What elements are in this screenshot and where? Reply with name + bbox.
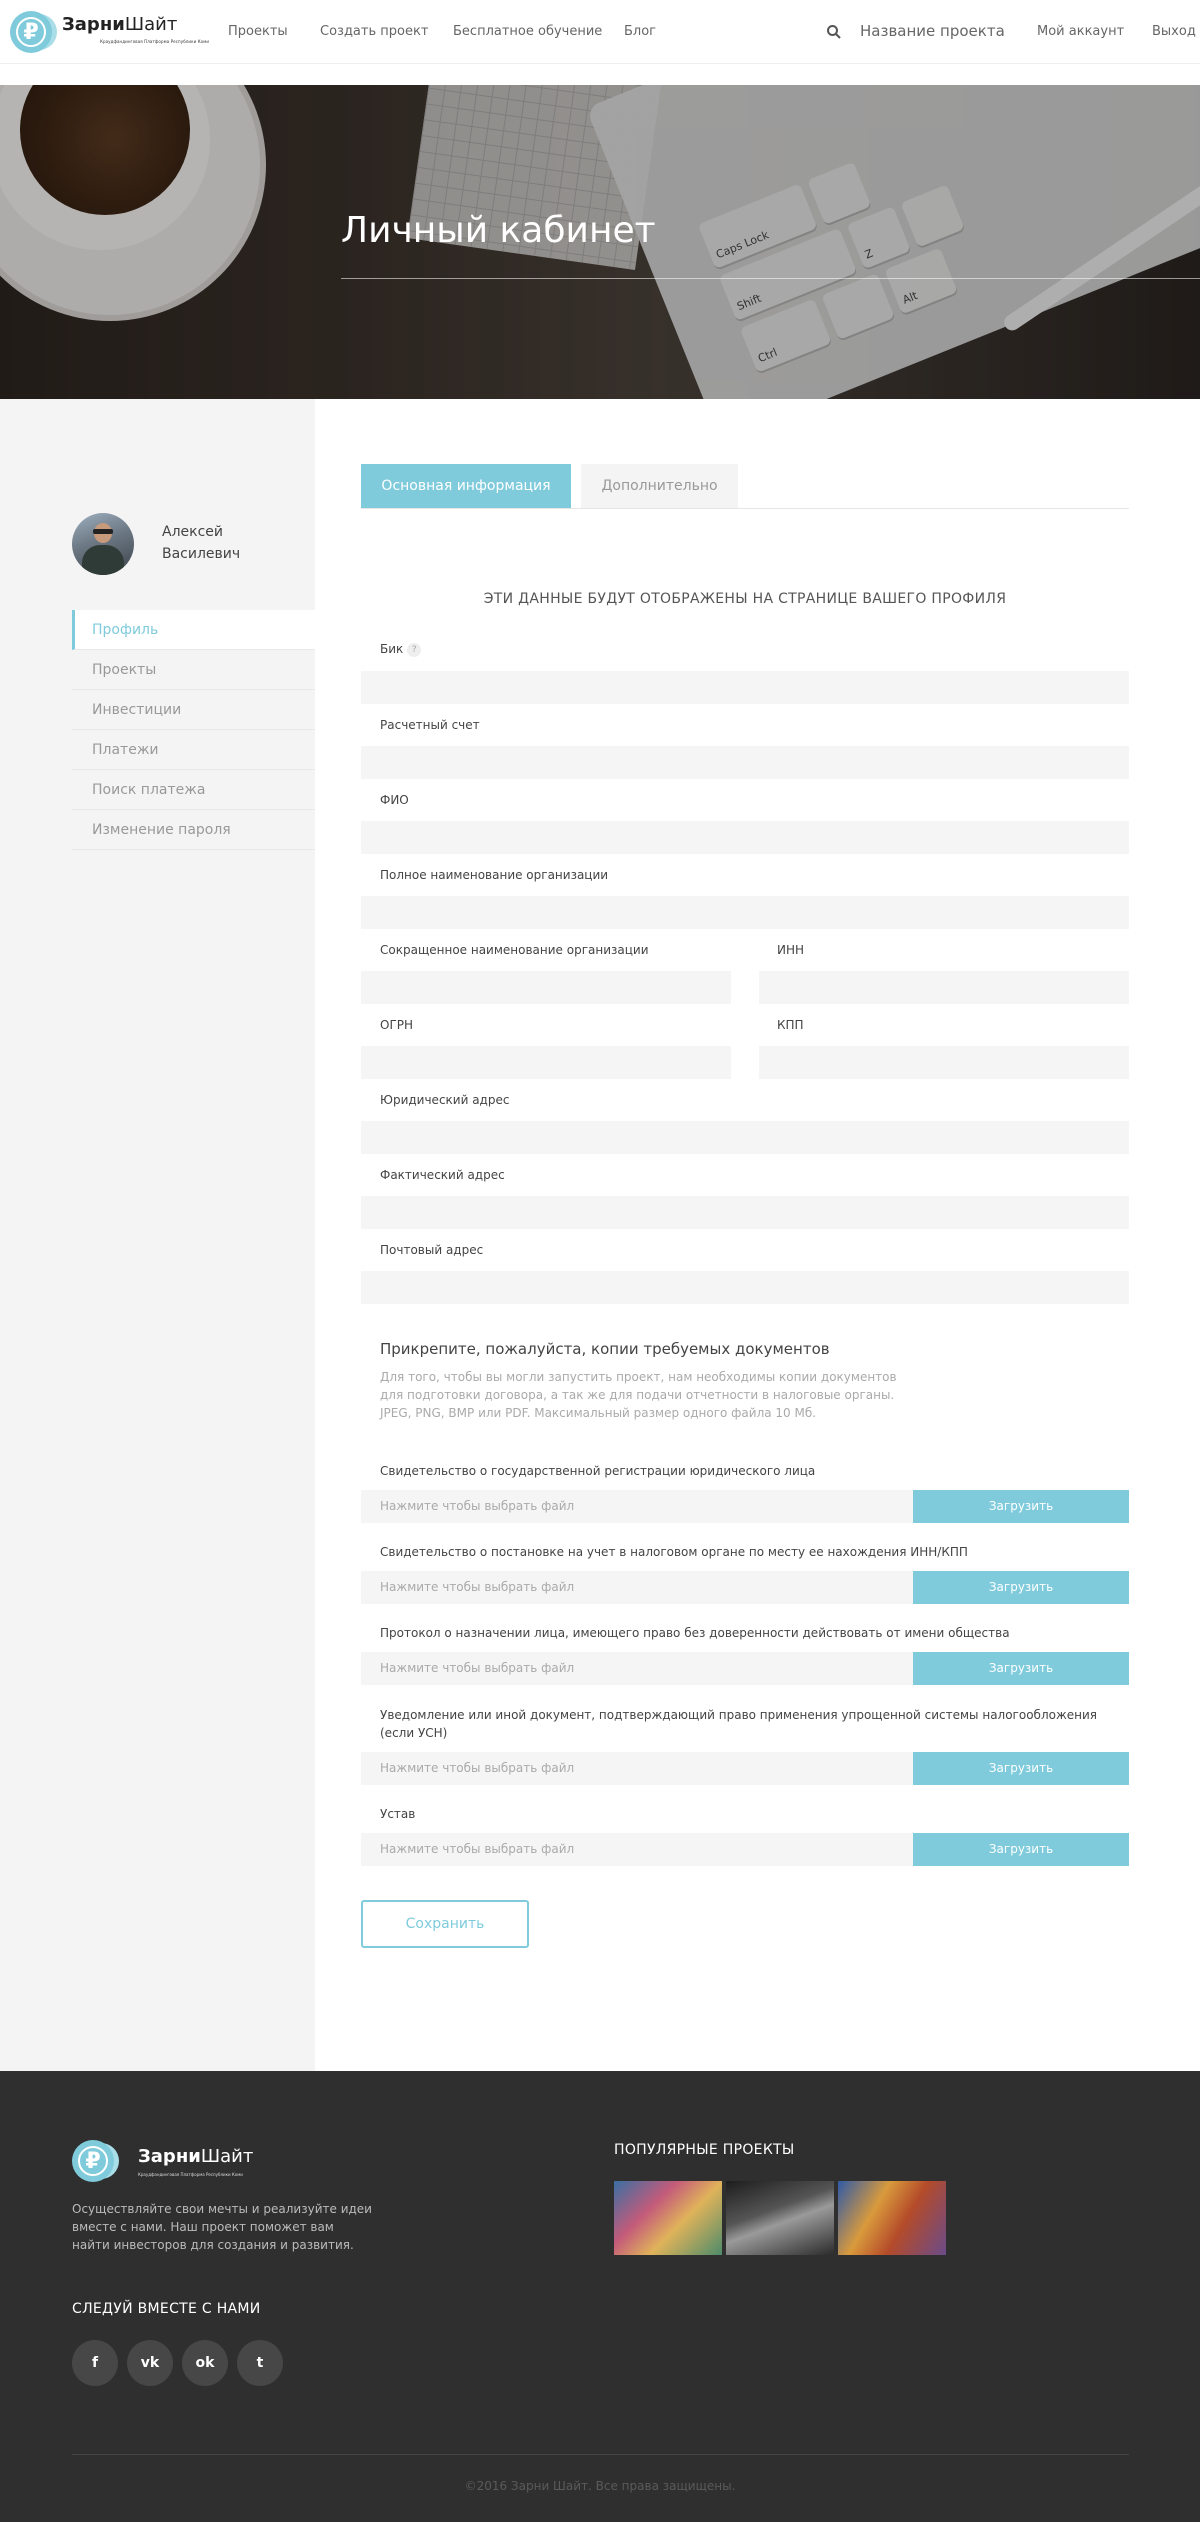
- page-title: Личный кабинет: [341, 210, 656, 251]
- sidebar-item-payment-search[interactable]: Поиск платежа: [72, 770, 315, 810]
- tab-main-info[interactable]: Основная информация: [361, 464, 571, 508]
- search-input[interactable]: Название проекта: [860, 22, 1005, 40]
- file-input[interactable]: Нажмите чтобы выбрать файл: [361, 1571, 913, 1604]
- sidebar-item-profile[interactable]: Профиль: [72, 610, 315, 650]
- postal-address-label: Почтовый адрес: [380, 1243, 484, 1257]
- popular-project-thumbnail[interactable]: [838, 2181, 946, 2255]
- help-icon[interactable]: ?: [407, 643, 421, 657]
- popular-projects-title: ПОПУЛЯРНЫЕ ПРОЕКТЫ: [614, 2142, 795, 2158]
- odnoklassniki-icon[interactable]: ok: [182, 2340, 228, 2386]
- upload-button[interactable]: Загрузить: [913, 1833, 1129, 1866]
- account-label: Расчетный счет: [380, 718, 480, 732]
- nav-free-training[interactable]: Бесплатное обучение: [453, 24, 603, 39]
- account-field[interactable]: [361, 746, 1129, 779]
- save-button[interactable]: Сохранить: [361, 1900, 529, 1948]
- file-input[interactable]: Нажмите чтобы выбрать файл: [361, 1652, 913, 1685]
- sidebar-item-payments[interactable]: Платежи: [72, 730, 315, 770]
- doc-label: Уведомление или иной документ, подтверждающий право применения упрощенной системы налогообложения (если УСН): [380, 1708, 1098, 1740]
- ogrn-label: ОГРН: [380, 1018, 414, 1032]
- vk-icon[interactable]: vk: [127, 2340, 173, 2386]
- logo-tagline: Краудфандинговая Платформа Республики Коми: [100, 39, 210, 44]
- nav-projects[interactable]: Проекты: [228, 24, 288, 39]
- twitter-icon[interactable]: t: [237, 2340, 283, 2386]
- upload-button[interactable]: Загрузить: [913, 1652, 1129, 1685]
- logo-text[interactable]: ЗарниШайт: [62, 14, 178, 35]
- org-short-field[interactable]: [361, 971, 731, 1004]
- logo-icon[interactable]: ₽: [10, 11, 52, 53]
- sidebar-item-investments[interactable]: Инвестиции: [72, 690, 315, 730]
- popular-project-thumbnail[interactable]: [614, 2181, 722, 2255]
- postal-address-field[interactable]: [361, 1271, 1129, 1304]
- user-name: Алексей Василевич: [162, 524, 241, 562]
- facebook-icon[interactable]: f: [72, 2340, 118, 2386]
- ogrn-field[interactable]: [361, 1046, 731, 1079]
- legal-address-label: Юридический адрес: [380, 1093, 510, 1107]
- doc-label: Устав: [380, 1807, 416, 1821]
- sidebar-menu: [72, 610, 315, 850]
- inn-label: ИНН: [777, 943, 805, 957]
- fio-label: ФИО: [380, 793, 409, 807]
- hero-banner: [0, 85, 1200, 399]
- upload-button[interactable]: Загрузить: [913, 1752, 1129, 1785]
- doc-label: Свидетельство о постановке на учет в налоговом органе по месту ее нахождения ИНН/КПП: [380, 1545, 968, 1559]
- profile-tabs: [361, 464, 1129, 509]
- inn-field[interactable]: [759, 971, 1129, 1004]
- tab-additional[interactable]: Дополнительно: [581, 464, 738, 508]
- actual-address-field[interactable]: [361, 1196, 1129, 1229]
- upload-button[interactable]: Загрузить: [913, 1571, 1129, 1604]
- nav-create-project[interactable]: Создать проект: [320, 24, 429, 39]
- logout-link[interactable]: Выход: [1152, 24, 1196, 39]
- footer-divider: [72, 2454, 1129, 2455]
- popular-project-thumbnail[interactable]: [726, 2181, 834, 2255]
- bik-label: Бик ?: [380, 642, 421, 657]
- title-divider: [341, 278, 1200, 279]
- file-input[interactable]: Нажмите чтобы выбрать файл: [361, 1490, 913, 1523]
- documents-description: Для того, чтобы вы могли запустить проект, нам необходимы копии документов для подготовки договора, а так же для подачи отчетности в налоговые органы. JPEG, PNG, BMP или PDF. Максимальный размер одного файла 10 Мб.: [380, 1370, 897, 1420]
- sidebar-item-projects[interactable]: Проекты: [72, 650, 315, 690]
- copyright: ©2016 Зарни Шайт. Все права защищены.: [464, 2479, 736, 2493]
- fio-field[interactable]: [361, 821, 1129, 854]
- upload-button[interactable]: Загрузить: [913, 1490, 1129, 1523]
- search-icon[interactable]: [826, 24, 842, 40]
- kpp-field[interactable]: [759, 1046, 1129, 1079]
- section-title: ЭТИ ДАННЫЕ БУДУТ ОТОБРАЖЕНЫ НА СТРАНИЦЕ ВАШЕГО ПРОФИЛЯ: [483, 591, 1007, 607]
- org-full-label: Полное наименование организации: [380, 868, 609, 882]
- org-full-field[interactable]: [361, 896, 1129, 929]
- footer-logo-tagline: Краудфандинговая Платформа Республики Коми: [138, 2172, 243, 2177]
- sidebar-item-change-password[interactable]: Изменение пароля: [72, 810, 315, 850]
- footer-logo-icon[interactable]: ₽: [72, 2140, 114, 2182]
- kpp-label: КПП: [777, 1018, 804, 1032]
- footer-description: Осуществляйте свои мечты и реализуйте идеи вместе с нами. Наш проект поможет вам найти инвесторов для создания и развития.: [72, 2202, 372, 2252]
- doc-label: Свидетельство о государственной регистрации юридического лица: [380, 1464, 816, 1478]
- site-header: [0, 0, 1200, 64]
- nav-blog[interactable]: Блог: [624, 24, 657, 39]
- avatar: [72, 513, 134, 575]
- actual-address-label: Фактический адрес: [380, 1168, 505, 1182]
- bik-field[interactable]: [361, 671, 1129, 704]
- org-short-label: Сокращенное наименование организации: [380, 943, 649, 957]
- follow-title: СЛЕДУЙ ВМЕСТЕ С НАМИ: [72, 2301, 261, 2317]
- keyboard-image: Caps Lock Shift Ctrl Z Alt: [586, 85, 1200, 399]
- file-input[interactable]: Нажмите чтобы выбрать файл: [361, 1833, 913, 1866]
- my-account-link[interactable]: Мой аккаунт: [1037, 24, 1125, 39]
- documents-title: Прикрепите, пожалуйста, копии требуемых документов: [380, 1340, 830, 1358]
- legal-address-field[interactable]: [361, 1121, 1129, 1154]
- file-input[interactable]: Нажмите чтобы выбрать файл: [361, 1752, 913, 1785]
- footer-logo-text[interactable]: ЗарниШайт: [138, 2146, 254, 2167]
- doc-label: Протокол о назначении лица, имеющего право без доверенности действовать от имени общества: [380, 1626, 1010, 1640]
